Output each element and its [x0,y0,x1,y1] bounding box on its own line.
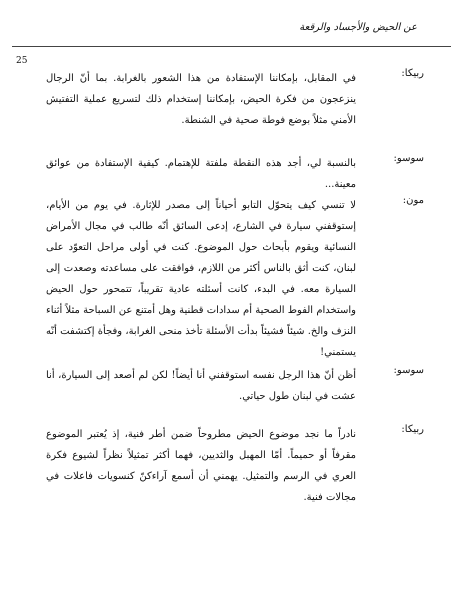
speaker-name: ربيكا: [401,68,424,79]
header-divider [12,46,451,47]
speaker-name: سوسو: [393,153,424,164]
dialogue-text: نادراً ما نجد موضوع الحيض مطروحاً ضمن أطر فنية، إذ يُعتبر الموضوع مقرفاً أو حميماً. أمّا المهبل والثديين، فهما أكثر تمثيلاً نظراً لشيوع فكرة العري في الرسم والتمثيل. يهمني أن أسمع آراءكنّ كنسويات فاعلات في مجالات فنية. [46,429,356,503]
dialogue-entry [46,68,424,131]
dialogue-entry [46,424,424,508]
dialogue-entry [46,365,424,407]
dialogue-text: في المقابل، بإمكاننا الإستفادة من هذا الشعور بالغرابة. بما أنّ الرجال ينزعجون من فكرة الحيض، بإمكاننا إستخدام ذلك لتسريع عملية التفتيش الأمني مثلاً بوضع فوطة صحية في الشنطة. [46,73,356,126]
speaker-name: ربيكا: [401,424,424,435]
dialogue-entry [46,195,424,363]
dialogue-text: بالنسبة لي، أجد هذه النقطة ملفتة للإهتمام. كيفية الإستفادة من عوائق معينة... [46,158,356,190]
dialogue-text: أظن أنّ هذا الرجل نفسه استوقفني أنا أيضاً! لكن لم أصعد إلى السيارة، أنا عشت في لبنان طول حياتي. [46,370,356,402]
page-header-title: عن الحيض والأجساد والرقعة [299,22,417,33]
speaker-name: سوسو: [393,365,424,376]
speaker-name: مون: [402,195,424,206]
page-number: 25 [16,56,28,66]
dialogue-text: لا تنسي كيف يتحوّل التابو أحياناً إلى مصدر للإثارة. في يوم من الأيام، إستوقفني سيارة في الشارع، إدعى السائق أنّه طالب في مجال الأمراض النسائية ويقوم بأبحاث حول الموضوع. كنت في أولى مراحل التعوّد على لبنان، كنت أثق بالناس أكثر من اللازم، فوافقت على مساعدته وصعدت إلى السيارة معه. في البدء، كانت أسئلته عادية تقريباً، تتمحور حول الحيض واستخدام الفوط الصحية أم سدادات قطنية وهل أمتنع عن السباحة مثلاً أثناء النزف والخ. شيئاً فشيئاً بدأت الأسئلة تأخذ منحى الغرابة، وفجأة إكتشفت أنّه يستمني! [46,200,356,358]
dialogue-entry [46,153,424,195]
